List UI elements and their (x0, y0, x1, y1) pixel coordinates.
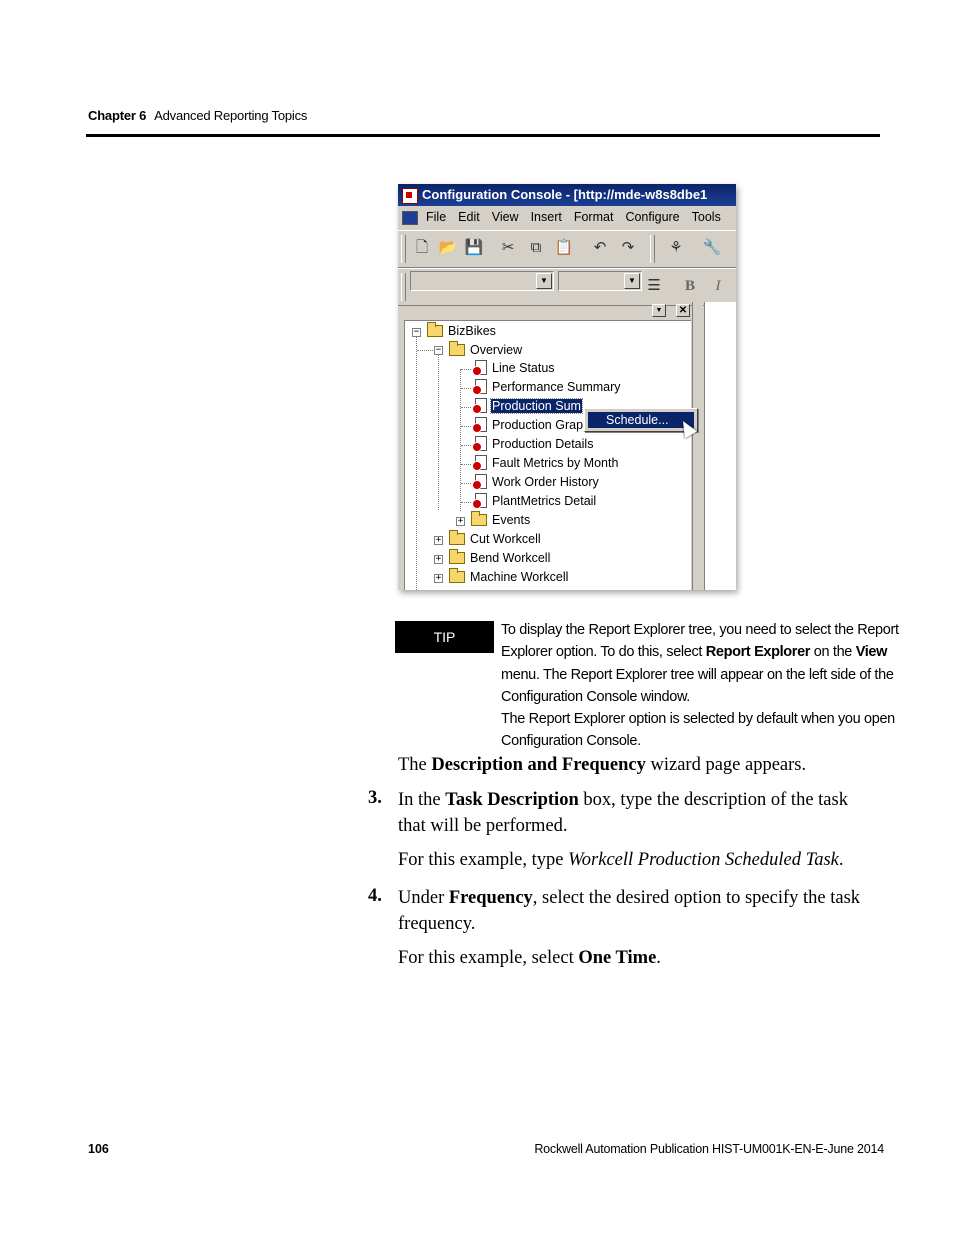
step-4-text (398, 886, 880, 937)
text-part: For this example, type (398, 850, 569, 870)
report-icon (475, 398, 487, 413)
window-title: Configuration Console - [http://mde-w8s8dbe1 (422, 187, 708, 202)
step-4-example (398, 946, 880, 972)
menu-insert[interactable]: Insert (530, 210, 562, 224)
description-frequency-paragraph (398, 753, 878, 779)
menu-item-schedule[interactable]: Schedule... (588, 412, 694, 428)
tree-node-events[interactable]: Events (471, 511, 531, 529)
report-icon (475, 436, 487, 451)
standard-toolbar (398, 230, 736, 268)
cut-icon[interactable]: ✂ (501, 239, 515, 256)
close-icon[interactable]: ✕ (676, 304, 690, 317)
collapse-icon[interactable]: − (413, 327, 420, 337)
copy-icon[interactable]: ⧉ (530, 239, 542, 256)
text-part: The (398, 755, 432, 775)
report-production-graph[interactable]: Production Grap (475, 416, 584, 434)
chapter-label: Chapter 6 (88, 108, 147, 123)
report-icon (475, 379, 487, 394)
configuration-console-screenshot (398, 184, 736, 590)
report-line-status[interactable]: Line Status (475, 359, 556, 377)
tree-line (461, 445, 471, 446)
bold-button[interactable]: B (684, 278, 695, 294)
window-titlebar (398, 184, 736, 206)
list-icon[interactable]: ☰ (647, 277, 661, 294)
report-production-details[interactable]: Production Details (475, 435, 594, 453)
report-icon (475, 474, 487, 489)
report-icon (475, 493, 487, 508)
folder-icon (449, 344, 465, 356)
expand-icon[interactable]: + (457, 516, 464, 526)
text-part: . (656, 948, 661, 968)
pane-header (402, 304, 694, 318)
menu-view[interactable]: View (491, 210, 519, 224)
step-number: 3. (368, 788, 382, 808)
menu-file[interactable]: File (426, 210, 447, 224)
text-emphasis: Description and Frequency (431, 755, 646, 775)
tip-emphasis: View (855, 644, 888, 661)
tree-line (461, 483, 471, 484)
text-part: wizard page appears. (645, 755, 807, 775)
tip-paragraph: The Report Explorer option is selected by default when you open Configuration Console. (501, 711, 895, 750)
content-pane (704, 302, 736, 590)
tree-line (416, 332, 417, 590)
chapter-title: Advanced Reporting Topics (154, 108, 308, 123)
pane-splitter[interactable] (692, 302, 703, 590)
step-number: 4. (368, 886, 382, 906)
text-part: For this example, select (398, 948, 579, 968)
page-number: 106 (88, 1142, 109, 1156)
tip-emphasis: Report Explorer (705, 644, 811, 661)
tree-line (417, 350, 433, 351)
tip-text (501, 619, 921, 753)
tree-line (461, 369, 471, 370)
step-3-text (398, 788, 880, 839)
step-3-example (398, 848, 880, 874)
expand-icon[interactable]: + (435, 554, 442, 564)
tip-text-part: To display the Report Explorer tree, you need to select the Report Explorer option. To do this, select (501, 622, 899, 661)
text-part: . (838, 850, 844, 870)
tree-node-overview[interactable]: Overview (449, 341, 523, 359)
tip-text-part: menu. The Report Explorer tree will appear on the left side of the Configuration Console window. (501, 666, 894, 705)
pane-menu-icon[interactable]: ▼ (652, 304, 666, 317)
menu-configure[interactable]: Configure (625, 210, 680, 224)
report-icon (475, 455, 487, 470)
folder-icon (471, 514, 487, 526)
menu-edit[interactable]: Edit (458, 210, 480, 224)
report-icon (475, 360, 487, 375)
tree-line (461, 464, 471, 465)
new-icon[interactable]: 🗋 (415, 239, 429, 256)
report-work-order-history[interactable]: Work Order History (475, 473, 600, 491)
app-icon (402, 188, 418, 204)
report-explorer-tree (404, 320, 691, 590)
publication-info: Rockwell Automation Publication HIST-UM001K-EN-E-June 2014 (534, 1142, 884, 1156)
open-icon[interactable]: 📂 (438, 239, 458, 256)
report-fault-metrics[interactable]: Fault Metrics by Month (475, 454, 619, 472)
toolbar-grip[interactable] (650, 235, 655, 263)
text-emphasis: Workcell Production Scheduled Task (568, 850, 839, 870)
collapse-icon[interactable]: − (435, 345, 442, 355)
toolbar-grip[interactable] (401, 273, 406, 301)
report-plantmetrics-detail[interactable]: PlantMetrics Detail (475, 492, 597, 510)
text-part: , select the desired option to specify the task frequency. (398, 888, 861, 934)
expand-icon[interactable]: + (435, 535, 442, 545)
italic-button[interactable]: I (715, 278, 721, 294)
text-part: In the (398, 790, 446, 810)
tree-node-cut-workcell[interactable]: Cut Workcell (449, 530, 542, 548)
report-icon (475, 417, 487, 432)
menu-tools[interactable]: Tools (691, 210, 721, 224)
tip-paragraph (501, 619, 921, 708)
report-performance-summary[interactable]: Performance Summary (475, 378, 622, 396)
tree-line (461, 502, 471, 503)
text-emphasis: Frequency (448, 888, 533, 908)
chevron-down-icon[interactable]: ▼ (536, 273, 552, 289)
font-combo[interactable] (410, 271, 554, 291)
folder-icon (427, 325, 443, 337)
menu-format[interactable]: Format (573, 210, 614, 224)
folder-icon (449, 552, 465, 564)
text-emphasis: Task Description (445, 790, 579, 810)
tree-line (461, 426, 471, 427)
text-part: box, type the description of the task that will be performed. (398, 790, 848, 836)
redo-icon[interactable]: ↷ (621, 239, 635, 256)
menu-bar (398, 206, 736, 228)
tree-line (460, 369, 461, 511)
report-production-summary[interactable]: Production Sum (475, 397, 582, 415)
undo-icon[interactable]: ↶ (593, 239, 607, 256)
wizard-icon[interactable]: ⚘ (669, 239, 683, 256)
paste-icon[interactable]: 📋 (554, 239, 574, 256)
folder-icon (449, 571, 465, 583)
folder-icon (449, 533, 465, 545)
tree-line (438, 350, 439, 510)
document-icon (402, 211, 418, 225)
expand-icon[interactable]: + (435, 573, 442, 583)
tree-line (461, 407, 471, 408)
toolbar-grip[interactable] (401, 235, 406, 263)
tree-node-machine-workcell[interactable]: Machine Workcell (449, 568, 569, 586)
tip-text-part: on the (810, 644, 856, 661)
running-header (88, 108, 307, 123)
text-emphasis: One Time (578, 948, 657, 968)
tree-node-bend-workcell[interactable]: Bend Workcell (449, 549, 551, 567)
tree-line (461, 388, 471, 389)
text-part: Under (398, 888, 449, 908)
tree-node-bizbikes[interactable]: BizBikes (427, 322, 497, 340)
tip-label: TIP (395, 621, 494, 653)
size-combo[interactable] (558, 271, 642, 291)
properties-icon[interactable]: 🔧 (702, 239, 722, 256)
header-rule (86, 134, 880, 137)
save-icon[interactable]: 💾 (464, 239, 484, 256)
chevron-down-icon[interactable]: ▼ (624, 273, 640, 289)
